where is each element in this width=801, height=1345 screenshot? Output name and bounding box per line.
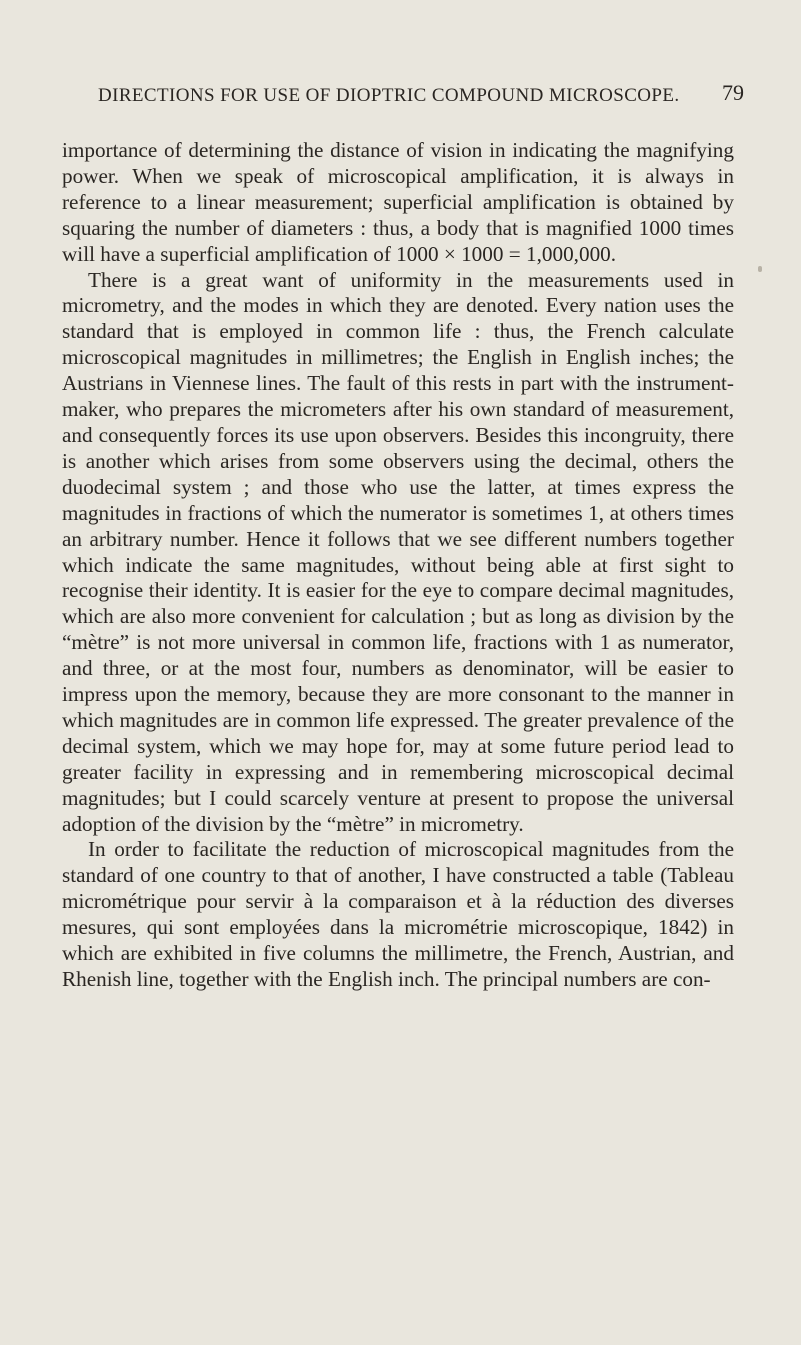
- running-title: DIRECTIONS FOR USE OF DIOPTRIC COMPOUND MICROSCOPE.: [98, 85, 680, 106]
- margin-speck: [758, 266, 762, 272]
- paragraph: importance of determining the distance of vision in indicating the magnifying power. When we speak of microscopical amplification, it is always in reference to a linear measurement; superficial amplification is obtained by squaring the number of diameters : thus, a body that is magnified 1000 times will have a superficial amplification of 1000 × 1000 = 1,000,000.: [62, 138, 734, 266]
- paragraph: In order to facilitate the reduction of microscopical magnitudes from the standard of one country to that of another, I have constructed a table (Tableau micrométrique pour servir à la comparaison et à la réduction des diverses mesures, qui sont employées dans la micrométrie microscopique, 1842) in which are exhibited in five columns the millimetre, the French, Austrian, and Rhenish line, together with the English inch. The principal numbers are con-: [62, 837, 734, 991]
- paragraph: There is a great want of uniformity in the measurements used in micrometry, and the modes in which they are denoted. Every nation uses the standard that is employed in common life : thus, the French calculate microscopical magnitudes in millimetres; the English in English inches; the Austrians in Viennese lines. The fault of this rests in part with the instrument-maker, who prepares the micrometers after his own standard of measurement, and consequently forces its use upon observers. Besides this incongruity, there is another which arises from some observers using the decimal, others the duodecimal system ; and those who use the latter, at times express the magnitudes in fractions of which the numerator is sometimes 1, at others times an arbitrary number. Hence it follows that we see different numbers together which indicate the same magnitudes, without being able at first sight to recognise their identity. It is easier for the eye to compare decimal magnitudes, which are also more convenient for calculation ; but as long as division by the “mètre” is not more universal in common life, fractions with 1 as numerator, and three, or at the most four, numbers as denominator, will be easier to impress upon the memory, because they are more consonant to the manner in which magnitudes are in common life expressed. The greater prevalence of the decimal system, which we may hope for, may at some future period lead to greater facility in expressing and in remembering microscopical decimal magnitudes; but I could scarcely venture at present to propose the universal adoption of the division by the “mètre” in micrometry.: [62, 267, 734, 836]
- page-number: 79: [722, 80, 744, 105]
- body-text: [62, 138, 734, 993]
